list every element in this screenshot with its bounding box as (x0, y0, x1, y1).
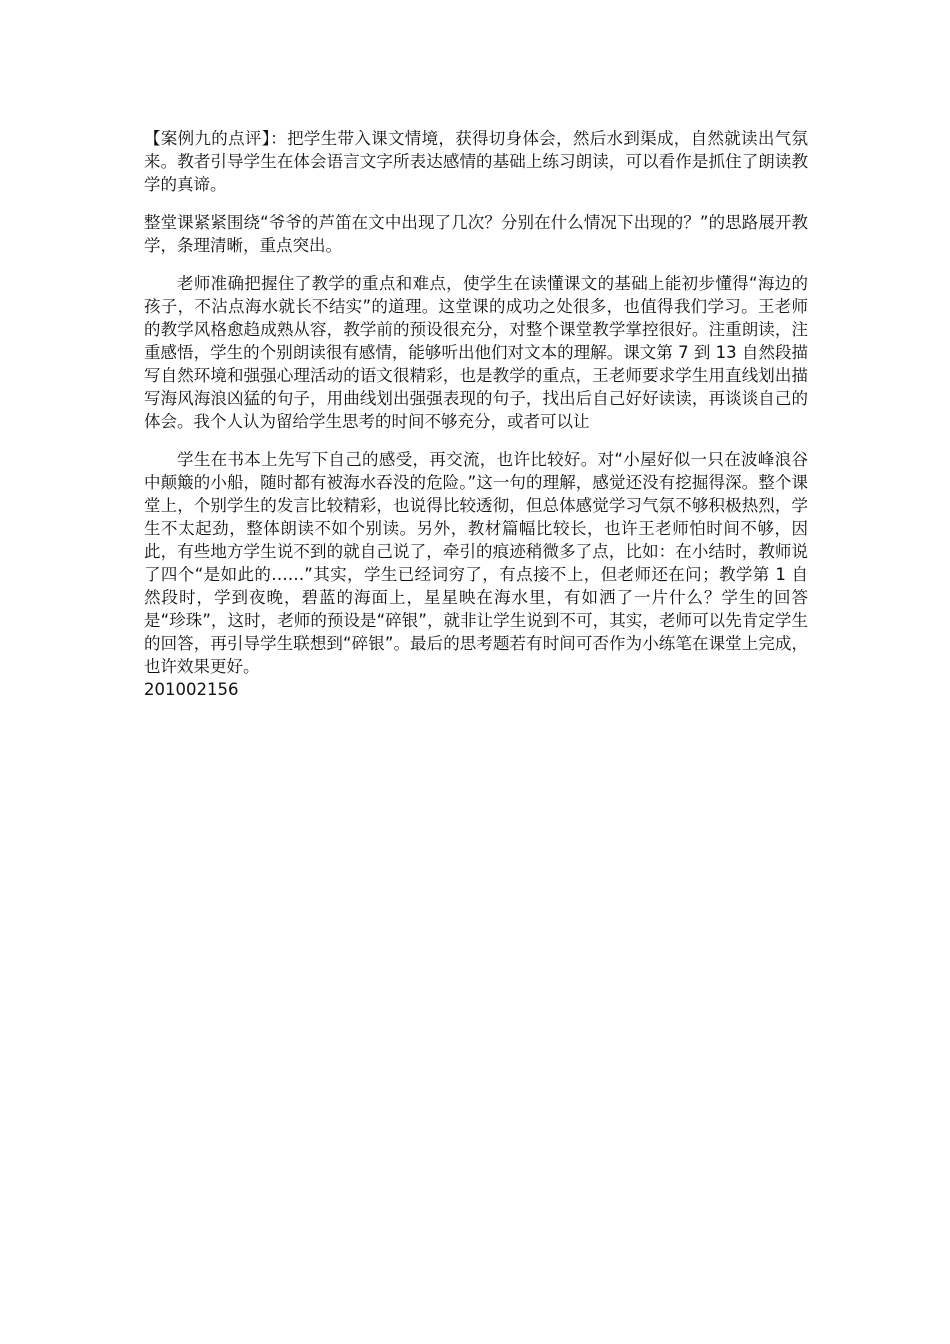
summary-paragraph: 整堂课紧紧围绕“爷爷的芦笛在文中出现了几次？分别在什么情况下出现的？”的思路展开教学，条理清晰，重点突出。 (144, 213, 808, 255)
suggestion-paragraph: 学生在书本上先写下自己的感受，再交流，也许比较好。对“小屋好似一只在波峰浪谷中颠簸的小船，随时都有被海水吞没的危险。”这一句的理解，感觉还没有挖掘得深。整个课堂上，个别学生的发言比较精彩，也说得比较透彻，但总体感觉学习气氛不够积极热烈，学生不太起劲，整体朗读不如个别读。另外，教材篇幅比较长，也许王老师怕时间不够，因此，有些地方学生说不到的就自己说了，牵引的痕迹稍微多了点，比如：在小结时，教师说了四个“是如此的……”其实，学生已经词穷了，有点接不上，但老师还在问；教学第 1 自然段时，学到夜晚，碧蓝的海面上，星星映在海水里，有如洒了一片什么？学生的回答是“珍珠”，这时，老师的预设是“碎银”，就非让学生说到不可，其实，老师可以先肯定学生的回答，再引导学生联想到“碎银”。最后的思考题若有时间可否作为小练笔在课堂上完成，也许效果更好。 (144, 450, 808, 676)
student-id: 201002156 (144, 680, 239, 699)
evaluation-paragraph: 老师准确把握住了教学的重点和难点，使学生在读懂课文的基础上能初步懂得“海边的孩子，不沾点海水就长不结实”的道理。这堂课的成功之处很多，也值得我们学习。王老师的教学风格愈趋成熟从容，教学前的预设很充分，对整个课堂教学掌控很好。注重朗读，注重感悟，学生的个别朗读很有感情，能够听出他们对文本的理解。课文第 7 到 13 自然段描写自然环境和强强心理活动的语文很精彩，也是教学的重点，王老师要求学生用直线划出描写海风海浪凶猛的句子，用曲线划出强强表现的句子，找出后自己好好读读，再谈谈自己的体会。我个人认为留给学生思考的时间不够充分，或者可以让 (144, 274, 808, 431)
review-paragraph: 【案例九的点评】：把学生带入课文情境，获得切身体会，然后水到渠成，自然就读出气氛来。教者引导学生在体会语言文字所表达感情的基础上练习朗读，可以看作是抓住了朗读教学的真谛。 (144, 129, 808, 194)
document-page (144, 127, 808, 701)
